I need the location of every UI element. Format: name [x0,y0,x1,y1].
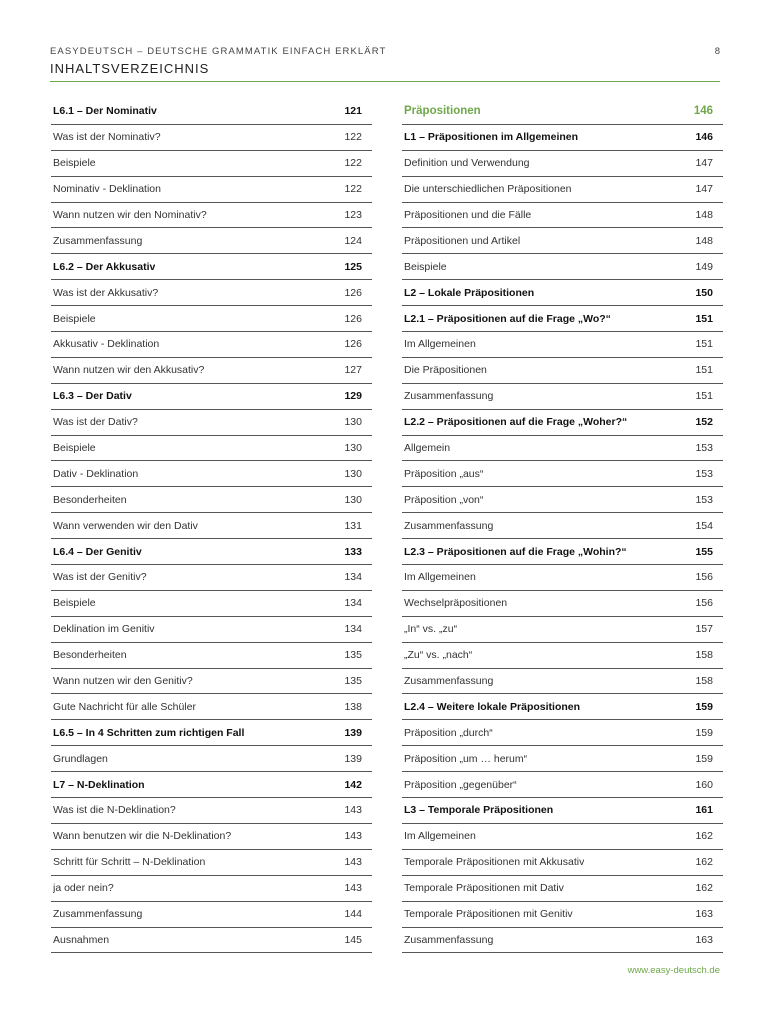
toc-entry-page: 145 [344,933,362,946]
toc-entry[interactable] [402,410,723,436]
page-header [50,46,720,76]
toc-entry-title: Dativ - Deklination [53,467,139,480]
toc-entry-page: 151 [695,338,713,351]
toc-entry[interactable] [51,798,372,824]
toc-entry[interactable] [402,228,723,254]
toc-entry-page: 151 [695,364,713,377]
toc-entry-page: 163 [695,933,713,946]
toc-entry-page: 156 [695,597,713,610]
toc-entry-page: 148 [695,209,713,221]
toc-entry-page: 134 [344,571,362,584]
toc-entry-title: Akkusativ - Deklination [53,338,160,351]
toc-entry[interactable] [402,565,723,591]
toc-entry[interactable] [51,720,372,746]
toc-entry-page: 126 [344,312,362,325]
toc-entry-page: 158 [695,649,713,662]
toc-entry-page: 139 [344,752,362,765]
toc-entry[interactable] [51,203,372,229]
toc-entry-title: Was ist der Genitiv? [53,571,147,584]
toc-entry[interactable] [402,539,723,565]
toc-entry-title: L1 – Präpositionen im Allgemeinen [404,131,579,144]
toc-column-right [402,99,723,953]
toc-entry-title: Beispiele [53,157,96,170]
toc-entry[interactable] [51,461,372,487]
toc-entry-page: 139 [344,726,362,739]
toc-entry[interactable] [402,280,723,306]
toc-entry-title: Präposition „durch“ [404,726,493,739]
toc-entry[interactable] [51,643,372,669]
toc-entry[interactable] [402,203,723,229]
toc-entry-page: 134 [344,623,362,636]
toc-entry[interactable] [51,669,372,695]
toc-entry-title: L2.4 – Weitere lokale Präpositionen [404,700,581,713]
toc-entry[interactable] [402,669,723,695]
header-divider [50,81,720,82]
toc-entry[interactable] [402,151,723,177]
toc-entry-title: L2.2 – Präpositionen auf die Frage „Woher?“ [404,416,628,429]
toc-entry-title: Beispiele [53,312,96,325]
toc-entry-page: 160 [695,778,713,791]
toc-entry[interactable] [51,151,372,177]
toc-entry-page: 135 [344,649,362,662]
toc-entry[interactable] [402,850,723,876]
toc-entry-page: 122 [344,131,362,144]
toc-entry-title: Zusammenfassung [53,234,143,247]
toc-entry[interactable] [51,824,372,850]
toc-entry-title: Besonderheiten [53,649,127,662]
toc-entry[interactable] [402,436,723,462]
toc-entry[interactable] [402,384,723,410]
toc-entry-page: 153 [695,493,713,506]
toc-entry-page: 150 [695,286,713,299]
toc-entry-title: Nominativ - Deklination [53,183,161,196]
toc-entry-title: Wann verwenden wir den Dativ [53,519,198,532]
toc-entry-page: 143 [344,830,362,843]
toc-entry[interactable] [402,902,723,928]
toc-entry-title: Präpositionen [404,105,481,118]
toc-entry-title: Präpositionen und die Fälle [404,209,532,221]
toc-entry-title: Wechselpräpositionen [404,597,508,610]
toc-entry[interactable] [51,332,372,358]
toc-entry-page: 122 [344,183,362,196]
toc-entry-title: L7 – N-Deklination [53,778,145,791]
toc-entry-page: 146 [695,131,713,144]
toc-entry-page: 148 [695,234,713,247]
toc-entry[interactable] [51,591,372,617]
toc-entry-page: 135 [344,675,362,688]
toc-entry-title: Zusammenfassung [404,519,494,532]
toc-entry-title: Temporale Präpositionen mit Dativ [404,882,564,895]
toc-entry-title: Was ist der Akkusativ? [53,286,159,299]
toc-entry[interactable] [402,332,723,358]
toc-entry[interactable] [51,876,372,902]
toc-entry[interactable] [402,617,723,643]
toc-entry-page: 153 [695,442,713,455]
toc-entry-title: Was ist der Dativ? [53,416,138,429]
toc-entry[interactable] [51,384,372,410]
toc-entry-title: Temporale Präpositionen mit Akkusativ [404,856,585,869]
toc-entry-page: 143 [344,804,362,817]
toc-entry-page: 143 [344,856,362,869]
toc-entry[interactable] [402,306,723,332]
toc-entry-title: Definition und Verwendung [404,157,530,170]
page-number: 8 [714,46,720,57]
toc-entry-title: Beispiele [53,442,96,455]
toc-entry-page: 162 [695,882,713,895]
toc-entry[interactable] [51,99,372,125]
toc-entry-page: 147 [695,157,713,170]
toc-entry-title: Gute Nachricht für alle Schüler [53,700,196,713]
toc-entry-page: 130 [344,416,362,429]
toc-entry[interactable] [51,228,372,254]
toc-entry-title: Im Allgemeinen [404,571,476,584]
toc-entry-page: 129 [344,390,362,403]
toc-entry-title: Zusammenfassung [404,933,494,946]
toc-entry[interactable] [51,358,372,384]
toc-entry-page: 159 [695,726,713,739]
toc-entry-page: 131 [344,519,362,532]
toc-entry-page: 163 [695,908,713,921]
toc-entry[interactable] [51,177,372,203]
toc-entry-page: 155 [695,545,713,558]
toc-entry-page: 126 [344,338,362,351]
toc-entry-title: Wann benutzen wir die N-Deklination? [53,830,232,843]
toc-entry-page: 127 [344,364,362,377]
toc-entry-page: 146 [693,105,713,118]
toc-entry-page: 154 [695,519,713,532]
toc-entry-title: Präposition „von“ [404,493,484,506]
toc-entry-title: Besonderheiten [53,493,127,506]
toc-entry[interactable] [402,772,723,798]
toc-entry[interactable] [51,746,372,772]
toc-entry-page: 125 [344,260,362,273]
toc-entry-page: 149 [695,260,713,273]
toc-entry-title: Wann nutzen wir den Akkusativ? [53,364,205,377]
toc-entry-title: L3 – Temporale Präpositionen [404,804,554,817]
toc-entry[interactable] [402,487,723,513]
toc-entry-page: 162 [695,830,713,843]
toc-entry-title: ja oder nein? [53,882,114,895]
toc-entry-page: 122 [344,157,362,170]
toc-entry[interactable] [402,876,723,902]
toc-entry[interactable] [402,513,723,539]
toc-entry-title: Wann nutzen wir den Nominativ? [53,209,207,221]
toc-entry-title: Grundlagen [53,752,108,765]
toc-entry-page: 157 [695,623,713,636]
toc-entry-title: Die Präpositionen [404,364,487,377]
toc-entry[interactable] [402,99,723,125]
toc-entry[interactable] [402,798,723,824]
toc-entry-title: Präposition „um … herum“ [404,752,528,765]
toc-entry-page: 152 [695,416,713,429]
toc-entry-title: Allgemein [404,442,451,455]
toc-entry[interactable] [402,720,723,746]
toc-entry-page: 147 [695,183,713,196]
toc-entry[interactable] [51,902,372,928]
toc-entry-title: L6.2 – Der Akkusativ [53,260,156,273]
toc-entry-title: Was ist die N-Deklination? [53,804,176,817]
toc-entry[interactable] [402,643,723,669]
toc-entry[interactable] [51,617,372,643]
toc-entry-page: 138 [344,700,362,713]
toc-entry-page: 162 [695,856,713,869]
toc-entry-title: Im Allgemeinen [404,830,476,843]
footer-url[interactable]: www.easy-deutsch.de [627,965,720,976]
toc-entry-title: Die unterschiedlichen Präpositionen [404,183,572,196]
toc-entry-page: 134 [344,597,362,610]
toc-entry-page: 144 [344,908,362,921]
toc-entry-title: Schritt für Schritt – N-Deklination [53,856,206,869]
toc-entry[interactable] [402,254,723,280]
toc-entry-title: L2.3 – Präpositionen auf die Frage „Wohin?“ [404,545,627,558]
toc-entry-title: L6.3 – Der Dativ [53,390,132,403]
toc-entry[interactable] [51,539,372,565]
toc-entry-title: Ausnahmen [53,933,110,946]
toc-entry-page: 151 [695,390,713,403]
toc-entry[interactable] [51,487,372,513]
toc-entry[interactable] [51,694,372,720]
document-subtitle: EASYDEUTSCH – DEUTSCHE GRAMMATIK EINFACH ERKLÄRT [50,46,387,57]
toc-entry-page: 123 [344,209,362,221]
toc-entry[interactable] [402,694,723,720]
toc-entry[interactable] [402,928,723,954]
toc-entry-title: Im Allgemeinen [404,338,476,351]
page-title: INHALTSVERZEICHNIS [50,61,210,76]
toc-entry[interactable] [51,513,372,539]
toc-entry-title: L6.5 – In 4 Schritten zum richtigen Fall [53,726,245,739]
toc-entry-page: 142 [344,778,362,791]
toc-entry-page: 130 [344,467,362,480]
toc-entry[interactable] [402,358,723,384]
toc-entry-title: Temporale Präpositionen mit Genitiv [404,908,573,921]
toc-entry-page: 151 [695,312,713,325]
toc-entry-title: Präpositionen und Artikel [404,234,521,247]
toc-entry-page: 153 [695,467,713,480]
toc-entry[interactable] [51,280,372,306]
toc-entry-page: 156 [695,571,713,584]
toc-entry-title: „In“ vs. „zu“ [404,623,458,636]
toc-entry[interactable] [402,746,723,772]
toc-entry[interactable] [51,125,372,151]
toc-entry-title: L2 – Lokale Präpositionen [404,286,535,299]
toc-entry-page: 121 [344,105,362,118]
toc-entry-title: Zusammenfassung [404,390,494,403]
toc-entry[interactable] [51,410,372,436]
toc-entry[interactable] [402,177,723,203]
toc-entry-title: Was ist der Nominativ? [53,131,161,144]
toc-entry-page: 159 [695,700,713,713]
toc-entry-title: Präposition „gegenüber“ [404,778,517,791]
toc-entry[interactable] [51,772,372,798]
toc-entry[interactable] [402,125,723,151]
toc-entry-page: 124 [344,234,362,247]
toc-entry[interactable] [402,591,723,617]
toc-entry[interactable] [51,306,372,332]
toc-entry[interactable] [51,436,372,462]
toc-entry[interactable] [51,850,372,876]
toc-entry-title: Deklination im Genitiv [53,623,155,636]
toc-entry[interactable] [51,928,372,954]
toc-entry-page: 143 [344,882,362,895]
toc-entry-title: Zusammenfassung [53,908,143,921]
toc-entry-page: 158 [695,675,713,688]
toc-entry-page: 130 [344,493,362,506]
toc-entry-title: „Zu“ vs. „nach“ [404,649,473,662]
toc-entry-page: 130 [344,442,362,455]
toc-column-left [51,99,372,953]
toc-entry-title: Beispiele [53,597,96,610]
toc-entry-page: 133 [344,545,362,558]
toc-entry-title: L6.1 – Der Nominativ [53,105,157,118]
toc-entry[interactable] [402,461,723,487]
toc-entry-page: 159 [695,752,713,765]
toc-entry[interactable] [402,824,723,850]
toc-entry-title: Wann nutzen wir den Genitiv? [53,675,193,688]
toc-entry-title: L2.1 – Präpositionen auf die Frage „Wo?“ [404,312,611,325]
toc-entry-title: Beispiele [404,260,447,273]
toc-entry-page: 126 [344,286,362,299]
toc-entry-page: 161 [695,804,713,817]
toc-entry-title: L6.4 – Der Genitiv [53,545,142,558]
toc-entry[interactable] [51,254,372,280]
toc-entry-title: Präposition „aus“ [404,467,484,480]
toc-entry[interactable] [51,565,372,591]
toc-entry-title: Zusammenfassung [404,675,494,688]
